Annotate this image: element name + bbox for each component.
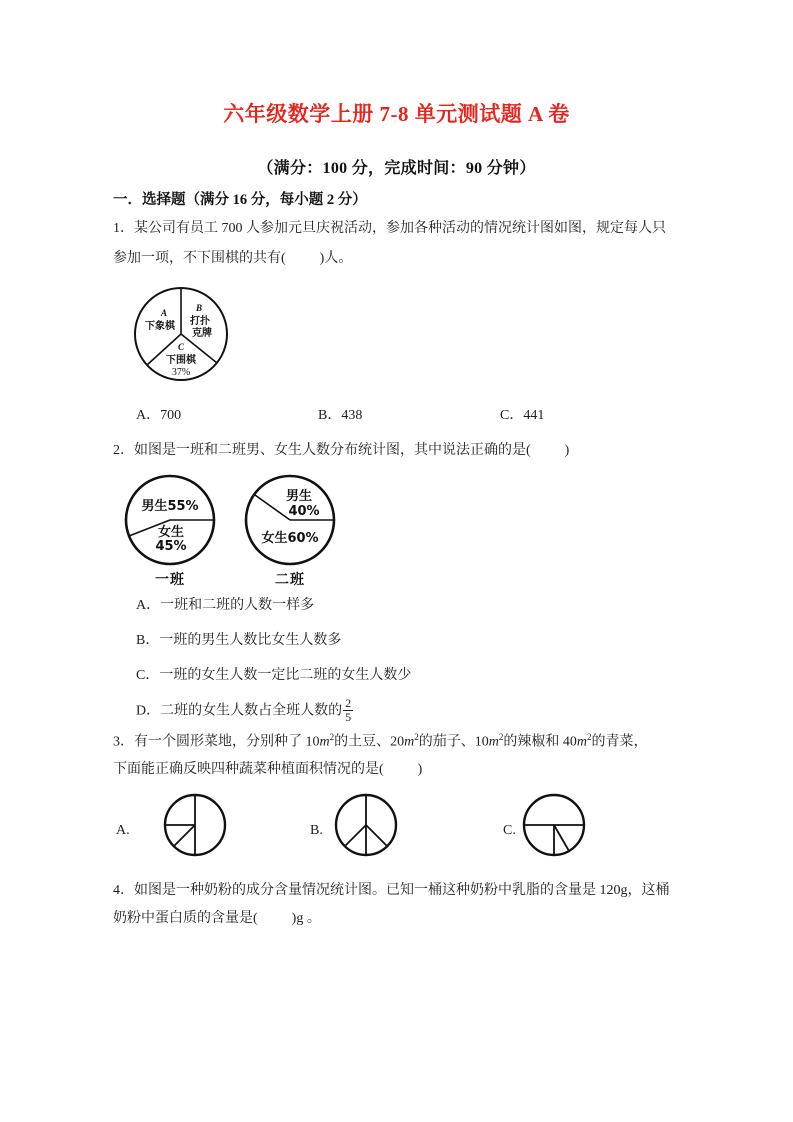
q3-option-a-circle[interactable] (162, 792, 228, 858)
q1-option-a[interactable]: A．700 (136, 408, 182, 423)
question-3-line-1 (113, 731, 648, 753)
q1-option-b[interactable]: B．438 (318, 408, 363, 423)
q2-option-c[interactable]: C．一班的女生人数一定比二班的女生人数少 (136, 668, 412, 683)
q2-option-d-text: D．二班的女生人数占全班人数的 (136, 703, 343, 719)
q3-part-6: 的茄子、10 (418, 734, 489, 750)
question-4-line-2-post: )g 。 (291, 911, 321, 926)
question-4-line-2-pre: 奶粉中蛋白质的含量是( (113, 911, 258, 926)
question-2-line-1-pre: 2．如图是一班和二班男、女生人数分布统计图，其中说法正确的是( (113, 443, 531, 458)
question-4-line-1: 4．如图是一种奶粉的成分含量情况统计图。已知一桶这种奶粉中乳脂的含量是 120g，这桶 (113, 883, 670, 898)
q2-pie-class2 (242, 472, 338, 589)
q3-option-a-letter[interactable]: A. (116, 823, 130, 838)
q3-unit-m-2: m (404, 734, 415, 750)
page-title: 六年级数学上册 7-8 单元测试题 A 卷 (223, 102, 570, 126)
q1-slice-c-letter: C (177, 342, 185, 352)
q2-option-d[interactable] (136, 697, 736, 723)
q3-part-9: 的辣椒和 40 (503, 734, 577, 750)
q3-unit-m-4: m (576, 734, 587, 750)
q3-part-12: 的青菜， (591, 734, 648, 750)
q1-slice-c-name: 下围棋 (166, 355, 196, 366)
q2-class2-male-label: 男生 (285, 489, 313, 504)
question-2-line-1 (113, 440, 569, 461)
q3-sup-2: 2 (414, 732, 419, 742)
q1-slice-a-letter: A (160, 308, 168, 318)
q3-sup-3: 2 (498, 732, 504, 742)
q2-option-a[interactable]: A．一班和二班的人数一样多 (136, 598, 315, 613)
q2-class2-female-label: 女生60% (261, 531, 319, 546)
q3-option-c-letter[interactable]: C. (503, 823, 516, 838)
q2-class1-caption: 一班 (155, 573, 185, 588)
page-subtitle: （满分：100 分，完成时间：90 分钟） (257, 160, 536, 177)
fraction-two-fifths (343, 697, 353, 723)
question-4-line-2 (113, 908, 321, 929)
q3-option-b-letter[interactable]: B. (310, 823, 323, 838)
q1-option-c[interactable]: C．441 (500, 408, 545, 423)
q3-part-3: 的土豆、20 (334, 734, 405, 750)
q1-pie-chart (131, 284, 231, 384)
q3-sup-4: 2 (587, 732, 592, 742)
q2-option-b[interactable]: B．一班的男生人数比女生人数多 (136, 633, 342, 648)
q3-option-b-circle[interactable] (333, 792, 399, 858)
q2-class2-male-pct: 40% (288, 504, 320, 519)
question-3-line-2-post: ) (417, 762, 423, 777)
q1-slice-c-pct: 37% (171, 367, 191, 378)
question-3-line-2 (113, 759, 422, 780)
q2-pie-class1 (122, 472, 218, 589)
question-2-line-1-post: ) (564, 443, 570, 458)
question-1-line-1: 1．某公司有员工 700 人参加元旦庆祝活动，参加各种活动的情况统计图如图，规定每人只 (113, 221, 666, 236)
question-1-line-2 (113, 248, 352, 269)
q1-slice-b-letter: B (195, 303, 203, 313)
q3-option-c-circle[interactable] (521, 792, 587, 858)
q1-slice-b-name-line2: 克牌 (192, 328, 212, 339)
q2-class1-female-pct: 45% (155, 539, 187, 554)
q3-unit-m-1: m (319, 734, 330, 750)
fraction-numerator: 2 (345, 696, 352, 710)
q3-part-0: 3．有一个圆形菜地，分别种了 10 (113, 734, 320, 750)
q2-class2-caption: 二班 (275, 573, 305, 588)
q1-slice-a-name: 下象棋 (145, 321, 175, 332)
fraction-denominator: 5 (345, 709, 352, 724)
question-1-line-2-pre: 参加一项，不下围棋的共有( (113, 251, 286, 266)
question-1-line-2-post: )人。 (319, 251, 353, 266)
question-3-line-2-pre: 下面能正确反映四种蔬菜种植面积情况的是( (113, 762, 384, 777)
q3-unit-m-3: m (488, 734, 499, 750)
q2-class1-female-label: 女生 (157, 525, 185, 540)
q1-slice-b-name-line1: 打扑 (190, 316, 210, 327)
q2-class1-male-label: 男生55% (141, 499, 199, 514)
section-heading: 一．选择题（满分 16 分，每小题 2 分） (113, 192, 367, 208)
q3-sup-1: 2 (329, 732, 335, 742)
